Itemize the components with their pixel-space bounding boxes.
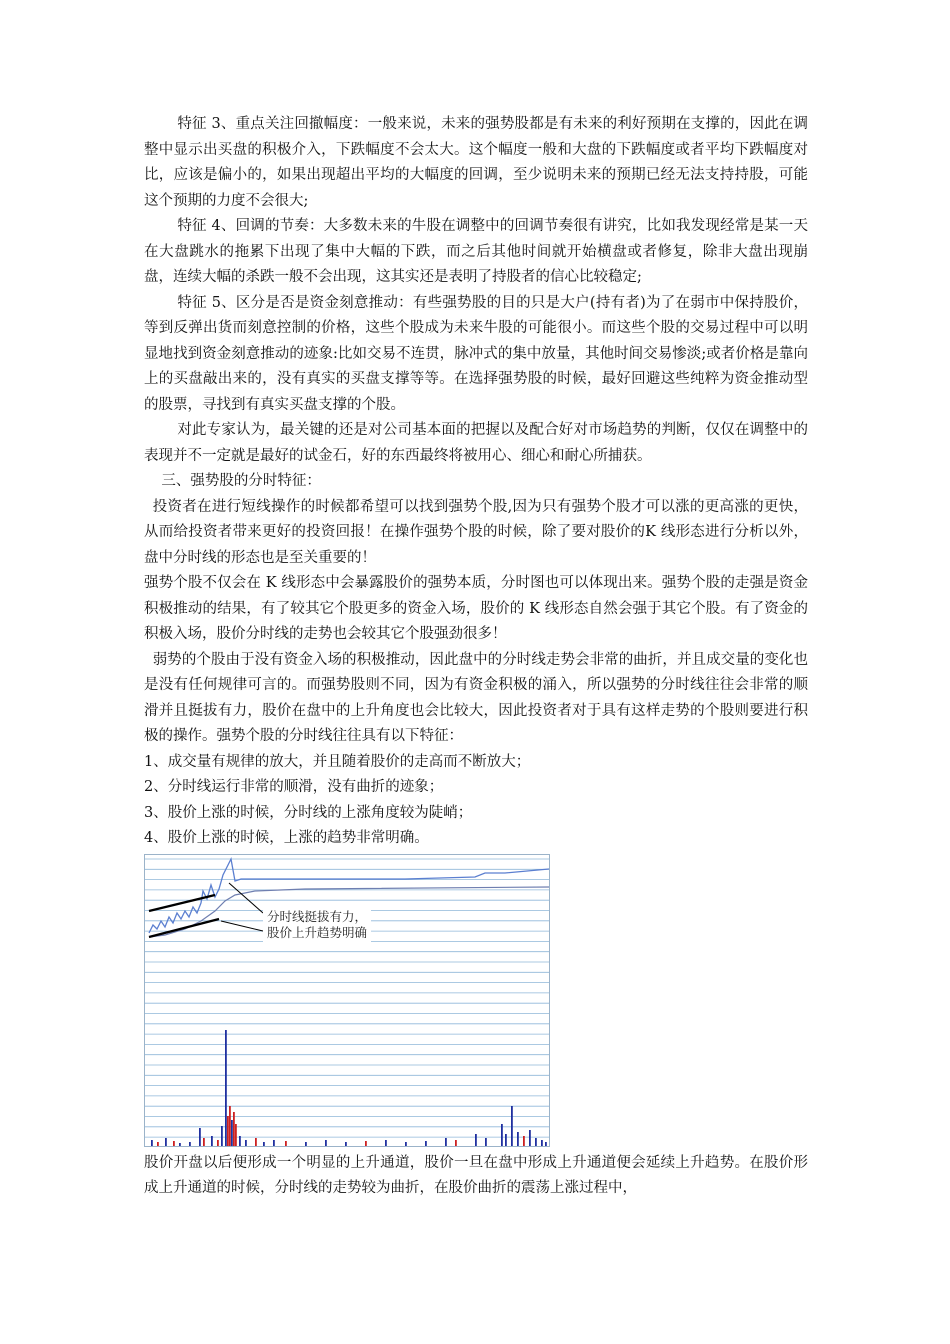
volume-bar — [199, 1128, 201, 1146]
volume-bar — [535, 1138, 537, 1146]
volume-bar — [203, 1138, 205, 1146]
weak-stock-paragraph: 弱势的个股由于没有资金入场的积极推动，因此盘中的分时线走势会非常的曲折，并且成交量的变化也是没有任何规律可言的。而强势股则不同，因为有资金积极的涌入，所以强势的分时线往往会非常的顺滑并且挺拔有力，股价在盘中的上升角度也会比较大，因此投资者对于具有这样走势的个股则要进行积极的操作。强势个股的分时线往往具有以下特征： — [144, 651, 808, 744]
volume-bar — [285, 1141, 287, 1146]
closing-paragraph: 股价开盘以后便形成一个明显的上升通道，股价一旦在盘中形成上升通道便会延续上升趋势。在股价形成上升通道的时候，分时线的走势较为曲折，在股价曲折的震荡上涨过程中， — [144, 1154, 808, 1196]
volume-bar — [173, 1141, 175, 1146]
volume-bar — [255, 1138, 257, 1146]
feature-3-paragraph: 特征 3、重点关注回撤幅度：一般来说，未来的强势股都是有未来的利好预期在支撑的，因此在调整中显示出买盘的积极介入，下跌幅度不会太大。这个幅度一般和大盘的下跌幅度或者平均下跌幅度对比，应该是偏小的，如果出现超出平均的大幅度的回调，至少说明未来的预期已经无法支持持股，可能这个预期的力度不会很大; — [144, 116, 808, 209]
feature-list-item: 4、股价上涨的时候，上涨的趋势非常明确。 — [144, 830, 429, 846]
volume-bars — [151, 1030, 547, 1146]
volume-bar — [505, 1134, 507, 1146]
volume-bar — [305, 1142, 307, 1146]
volume-bar — [425, 1141, 427, 1146]
channel-upper-line — [149, 895, 215, 911]
section-heading: 三、强势股的分时特征： — [161, 473, 321, 489]
volume-bar — [217, 1140, 219, 1146]
volume-bar — [231, 1120, 233, 1146]
volume-bar — [517, 1132, 519, 1146]
channel-lower-line — [149, 919, 219, 937]
volume-bar — [229, 1106, 231, 1146]
volume-bar — [325, 1140, 327, 1146]
annotation-pointer-line — [229, 883, 263, 913]
volume-bar — [189, 1142, 191, 1146]
feature-list-item: 1、成交量有规律的放大，并且随着股价的走高而不断放大； — [144, 753, 531, 770]
volume-bar — [345, 1142, 347, 1146]
volume-bar — [165, 1138, 167, 1146]
annotation-line: 分时线挺拔有力， — [267, 908, 368, 924]
volume-bar — [455, 1140, 457, 1146]
volume-bar — [545, 1142, 547, 1146]
volume-bar — [385, 1140, 387, 1146]
volume-bar — [541, 1140, 543, 1146]
expert-opinion-paragraph: 对此专家认为，最关键的还是对公司基本面的把握以及配合好对市场趋势的判断，仅仅在调整中的表现并不一定就是最好的试金石，好的东西最终将被用心、细心和耐心所捕获。 — [144, 422, 808, 464]
strong-stock-paragraph: 强势个股不仅会在 K 线形态中会暴露股价的强势本质，分时图也可以体现出来。强势个股的走强是资金积极推动的结果，有了较其它个股更多的资金入场，股价的 K 线形态自然会强于其它个股。有了资金的积极入场，股价分时线的走势也会较其它个股强劲很多！ — [144, 575, 808, 642]
volume-bar — [405, 1142, 407, 1146]
document-page — [144, 112, 808, 1202]
volume-bar — [221, 1126, 223, 1146]
volume-bar — [245, 1140, 247, 1146]
volume-bar — [179, 1143, 181, 1146]
intraday-chart — [145, 855, 549, 1146]
volume-bar — [529, 1130, 531, 1146]
volume-bar — [511, 1106, 513, 1146]
volume-bar — [157, 1142, 159, 1146]
volume-bar — [273, 1140, 275, 1146]
feature-list-item: 3、股价上涨的时候，分时线的上涨角度较为陡峭； — [144, 804, 473, 821]
chart-grid — [145, 859, 549, 1137]
volume-bar — [501, 1124, 503, 1146]
chart-annotation — [263, 907, 371, 943]
intraday-chart-figure — [144, 854, 550, 1147]
investor-paragraph: 投资者在进行短线操作的时候都希望可以找到强势个股,因为只有强势个股才可以涨的更高涨的更快，从而给投资者带来更好的投资回报！在操作强势个股的时候，除了要对股价的K 线形态进行分析以外，盘中分时线的形态也是至关重要的！ — [144, 498, 808, 566]
volume-bar — [211, 1136, 213, 1146]
volume-bar — [151, 1140, 153, 1146]
volume-bar — [263, 1142, 265, 1146]
volume-bar — [235, 1124, 237, 1146]
feature-4-paragraph: 特征 4、回调的节奏：大多数未来的牛股在调整中的回调节奏很有讲究，比如我发现经常是某一天在大盘跳水的拖累下出现了集中大幅的下跌，而之后其他时间就开始横盘或者修复，除非大盘出现崩盘，连续大幅的杀跌一般不会出现，这其实还是表明了持股者的信心比较稳定; — [144, 218, 808, 285]
volume-bar — [239, 1136, 241, 1146]
feature-5-paragraph: 特征 5、区分是否是资金刻意推动：有些强势股的目的只是大户(持有者)为了在弱市中保持股价，等到反弹出货而刻意控制的价格，这些个股成为未来牛股的可能很小。而这些个股的交易过程中可以明显地找到资金刻意推动的迹象:比如交易不连贯，脉冲式的集中放量，其他时间交易惨淡;或者价格是靠向上的买盘敲出来的，没有真实的买盘支撑等等。在选择强势股的时候，最好回避这些纯粹为资金推动型的股票，寻找到有真实买盘支撑的个股。 — [144, 294, 808, 413]
volume-bar — [233, 1112, 235, 1146]
volume-bar — [225, 1030, 227, 1146]
annotation-pointer-line — [221, 921, 263, 931]
volume-bar — [227, 1116, 229, 1146]
volume-bar — [365, 1141, 367, 1146]
volume-bar — [475, 1134, 477, 1146]
volume-bar — [445, 1138, 447, 1146]
volume-bar — [523, 1136, 525, 1146]
volume-bar — [485, 1138, 487, 1146]
feature-list-item: 2、分时线运行非常的顺滑，没有曲折的迹象； — [144, 779, 444, 795]
annotation-line: 股价上升趋势明确 — [267, 924, 368, 940]
